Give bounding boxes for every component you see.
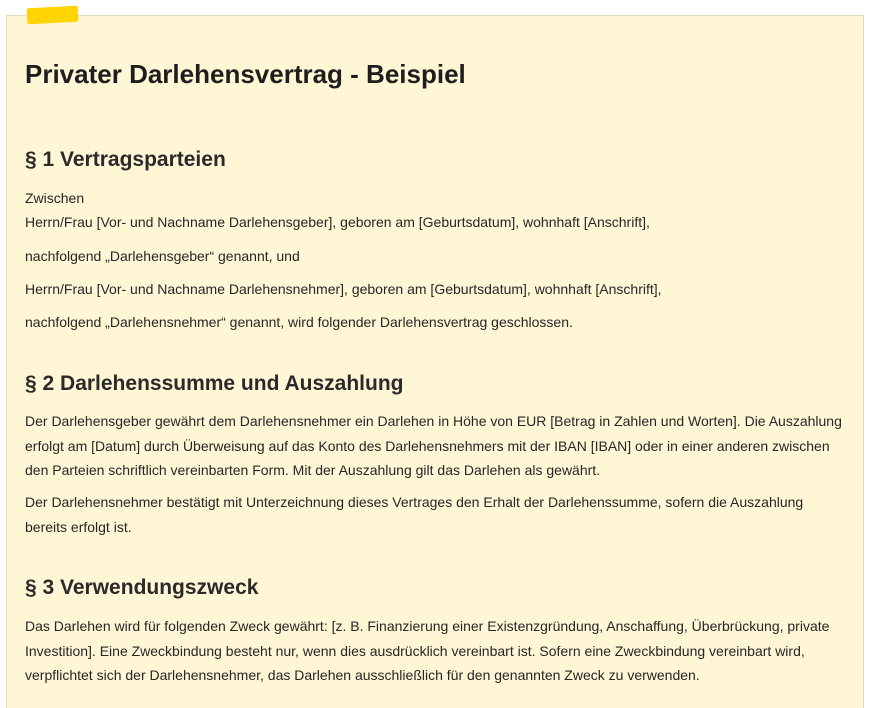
amount-paragraph-payout: Der Darlehensgeber gewährt dem Darlehensnehmer ein Darlehen in Höhe von EUR [Betrag in Zahlen und Worten]. Die Auszahlung erfolgt am [Datum] durch Überweisung auf das Konto des Darlehensnehmers mit der IBAN [IBAN] oder in einer anderen zwischen den Parteien schriftlich vereinbarten Form. Mit der Auszahlung gilt das Darlehen als gewährt. — [25, 413, 842, 478]
parties-line-borrower: Herrn/Frau [Vor- und Nachname Darlehensnehmer], geboren am [Geburtsdatum], wohnhaft [Anschrift], — [25, 281, 662, 297]
parties-line-between: Zwischen — [25, 190, 85, 206]
sticky-tape — [27, 6, 79, 25]
parties-line-borrower-alias: nachfolgend „Darlehensnehmer“ genannt, wird folgender Darlehensvertrag geschlossen. — [25, 314, 573, 330]
document-title: Privater Darlehensvertrag - Beispiel — [25, 59, 466, 89]
document-sheet — [6, 15, 864, 708]
amount-paragraph-receipt: Der Darlehensnehmer bestätigt mit Unterzeichnung dieses Vertrages den Erhalt der Darlehenssumme, sofern die Auszahlung bereits erfolgt ist. — [25, 494, 804, 535]
section-heading-parties: § 1 Vertragsparteien — [25, 148, 226, 171]
section-heading-amount: § 2 Darlehenssumme und Auszahlung — [25, 372, 404, 395]
section-heading-purpose: § 3 Verwendungszweck — [25, 576, 259, 599]
purpose-paragraph: Das Darlehen wird für folgenden Zweck gewährt: [z. B. Finanzierung einer Existenzgründung, Anschaffung, Überbrückung, private Investition]. Eine Zweckbindung besteht nur, wenn dies ausdrücklich vereinbart ist. Sofern eine Zweckbindung vereinbart wird, verpflichtet sich der Darlehensnehmer, das Darlehen ausschließlich für den genannten Zweck zu verwenden. — [25, 618, 830, 683]
parties-line-lender: Herrn/Frau [Vor- und Nachname Darlehensgeber], geboren am [Geburtsdatum], wohnhaft [Anschrift], — [25, 214, 650, 230]
parties-line-lender-alias: nachfolgend „Darlehensgeber“ genannt, und — [25, 248, 300, 264]
